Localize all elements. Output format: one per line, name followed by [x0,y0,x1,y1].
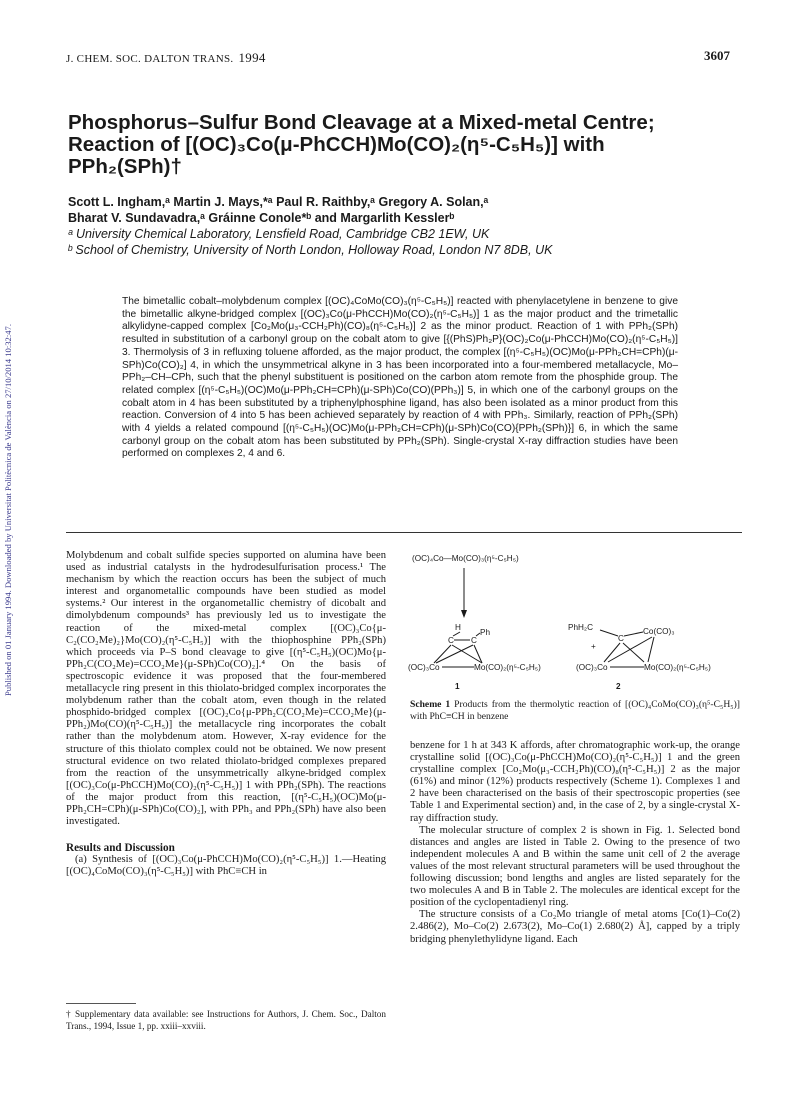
right-column [410,740,740,946]
scheme-caption [410,699,740,722]
reactant-label: (OC)₄Co—Mo(CO)₃(η⁵-C₅H₅) [412,554,519,563]
abstract: The bimetallic cobalt–molybdenum complex [(OC)₄CoMo(CO)₃(η⁵-C₅H₅)] reacted with phenylacetylene in benzene to give the bimetallic alkyne-bridged complex [(OC)₃Co(μ-PhCCH)Mo(CO)₂(η⁵-C₅H₅)] 1 as the major product and the trimetallic alkylidyne-capped complex [Co₂Mo(μ₃-CCH₂Ph)(CO)₈(η⁵-C₅H₅)] 2 as the minor product. Reaction of 1 with PPh₂(SPh) resulted in substitution of a carbonyl group on the cobalt atom to give [{(PhS)Ph₂P}(OC)₂Co(μ-PhCCH)Mo(CO)₂(η⁵-C₅H₅)] 3. Thermolysis of 3 in refluxing toluene afforded, as the major product, the complex [(η⁵-C₅H₅)(OC)Mo(μ-PPh₂CH=CPh)(μ-SPh)Co(CO)₂] 4, in which the unsymmetrical alkyne in 3 has been incorporated into a four-membered metallacycle, Mo–PPh₂–CH–CPh, such that the phenyl substituent is positioned on the carbon atom remote from the phosphide group. The related complex [(η⁵-C₅H₅)(OC)Mo(μ-PPh₂CH=CPh)(μ-SPh)Co(CO)(PPh₃)] 5, in which one of the carbonyl groups on the cobalt atom in 4 has been substituted by a triphenylphosphine ligand, has also been isolated as a minor product from this reaction. Conversion of 4 into 5 has been achieved separately by reaction of 4 with PPh₃. Similarly, reaction of PPh₂(SPh) with 4 yields a related compound [(η⁵-C₅H₅)(OC)Mo(μ-PPh₂CH=CPh)(μ-SPh)Co(CO){PPh₂(SPh)}] 6, in which the same carbonyl group on the cobalt atom has been substituted by PPh₂(SPh). Single-crystal X-ray diffraction studies have been performed on complexes 2, 4 and 6. [122,296,678,460]
p1-ph-label: Ph [480,628,491,637]
right-paragraph-2: The molecular structure of complex 2 is shown in Fig. 1. Selected bond distances and angles are listed in Table 2. Owing to the presence of two independent molecules A and B within the same unit cell of 2 the average values of the most relevant structural parameters will be used throughout the following discussion; bond lengths and angles are listed separately for the two molecules A and B in Table 2. The molecules are identical except for the position of the cyclopentadienyl ring. [410,824,740,909]
scheme-1-diagram [408,548,744,698]
intro-paragraph: Molybdenum and cobalt sulfide species supported on alumina have been used as industrial catalysts in the hydrodesulfurisation process.¹ The mechanism by which the reaction occurs has been the subject of much interest and organometallic compounds have been studied as model systems.² Our interest in the organometallic chemistry of dicobalt and dimolybdenum compounds³ has previously led us to investigate the reaction of the mixed-metal complex [(OC)₃Co{μ-C₂(CO₂Me)₂}Mo(CO)₂(η⁵-C₅H₅)] with the thiophosphine PPh₂(SPh) which proceeds via P–S bond cleavage to give [(η⁵-C₅H₅)(OC)Mo{μ-PPh₂C(CO₂Me)=CCO₂Me}(μ-SPh)Co(CO)₂].⁴ On the basis of spectroscopic evidence it was proposed that the four-membered metallacycle ring present in this thiolato-bridged complex incorporates the molybdenum rather than the cobalt atom, even though in the related phosphido-bridged complex [(OC)₂Co{μ-PPh₂C(CO₂Me)=CCO₂Me}(μ-PPh₂)Mo(CO)(η⁵-C₅H₅)] the metallacycle ring incorporates the cobalt rather than the molybdenum atom. However, X-ray evidence for the structure of this thiolato complex could not be obtained. We now present structural evidence on two related thiolato-bridged complexes prepared from the reaction of the unsymmetrically alkyne-bridged complex [(OC)₃Co(μ-PhCCH)Mo(CO)₂(η⁵-C₅H₅)] 1 with PPh₂(SPh). The reactions of the major product from this reaction, [(η⁵-C₅H₅)(OC)Mo(μ-PPh₂CH=CPh)(μ-SPh)Co(CO)₂], with PPh₃ and PPh₂(SPh) have also been investigated. [66,550,386,828]
p1-number: 1 [455,682,460,691]
p2-cotop-label: Co(CO)₃ [643,627,675,636]
authors-line-1: Scott L. Ingham,ᵃ Martin J. Mays,*ᵃ Paul R. Raithby,ᵃ Gregory A. Solan,ᵃ [68,195,489,209]
scheme-caption-label: Scheme 1 [410,699,451,710]
right-paragraph-3: The structure consists of a Co₂Mo triangle of metal atoms [Co(1)–Co(2) 2.486(2), Mo–Co(2) 2.673(2), Mo–Co(1) 2.680(2) Å], capped by a triply bridging phenylethylidyne ligand. Each [410,909,740,945]
journal-name: J. CHEM. SOC. DALTON TRANS. [66,53,234,65]
p1-mo-label: Mo(CO)₂(η⁵-C₅H₅) [474,663,541,672]
footnote-rule [66,1003,136,1004]
p1-co-label: (OC)₃Co [408,663,440,672]
section-heading: Results and Discussion [66,842,175,855]
p1-ch-bond [453,632,460,636]
affiliation-a: ᵃ University Chemical Laboratory, Lensfield Road, Cambridge CB2 1EW, UK [68,227,490,241]
download-notice [1,190,15,830]
title-line-1: Phosphorus–Sulfur Bond Cleavage at a Mixed-metal Centre; [68,111,655,134]
left-column [66,550,386,878]
p2-cco-bond [604,643,620,662]
download-notice-text: Published on 01 January 1994. Downloaded by Universitat Politècnica de València on 27/10/2014 10:32:47. [3,324,13,696]
p2-ccotop-bond [624,632,643,636]
affiliation-b: ᵇ School of Chemistry, University of North London, Holloway Road, London N7 8DB, UK [68,243,553,257]
article-title [68,112,748,178]
right-paragraph-1: benzene for 1 h at 343 K affords, after chromatographic work-up, the orange crystalline solid [(OC)₃Co(μ-PhCCH)Mo(CO)₂(η⁵-C₅H₅)] 1 and the green crystalline complex [Co₂Mo(μ₃-CCH₂Ph)(CO)₈(η⁵-C₅H₅)] 2 as the major (61%) and minor (12%) products respectively (Scheme 1). Complexes 1 and 2 have been characterised on the basis of their spectroscopic properties (see Table 1 and Experimental section) and, in the case of 2, by a single-crystal X-ray diffraction study. [410,740,740,824]
journal-year: 1994 [238,50,266,65]
p2-c-label: C [618,634,624,643]
reaction-arrowhead [461,610,467,618]
p2-cmo-bond [623,643,644,662]
authors-line-2: Bharat V. Sundavadra,ᵃ Gráinne Conole*ᵇ and Margarlith Kesslerᵇ [68,211,455,225]
abstract-divider [66,532,742,533]
title-line-2: Reaction of [(OC)₃Co(μ-PhCCH)Mo(CO)₂(η⁵-C₅H₅)] with [68,133,605,156]
p2-mo-label: Mo(CO)₂(η⁵-C₅H₅) [644,663,711,672]
p1-c2-label: C [471,636,477,645]
plus-sign: + [591,642,596,651]
p2-co-label: (OC)₃Co [576,663,608,672]
p2-ch2-label: PhH₂C [568,623,594,632]
footnote: † Supplementary data available: see Instructions for Authors, J. Chem. Soc., Dalton Trans., 1994, Issue 1, pp. xxiii–xxviii. [66,1009,386,1031]
running-header [66,50,266,66]
p2-cotopmo-bond [648,637,654,662]
p2-number: 2 [616,682,621,691]
p1-h-label: H [455,623,461,632]
p1-c1-label: C [448,636,454,645]
title-line-3: PPh₂(SPh)† [68,155,182,178]
p2-ch2c-bond [600,630,618,636]
subsection-paragraph: (a) Synthesis of [(OC)₃Co(μ-PhCCH)Mo(CO)₂(η⁵-C₅H₅)] 1.—Heating [(OC)₄CoMo(CO)₃(η⁵-C₅H₅)] with PhC≡CH in [66,854,386,878]
page-number: 3607 [704,48,730,63]
affiliations [68,226,748,258]
scheme-caption-text: Products from the thermolytic reaction of [(OC)₄CoMo(CO)₃(η⁵-C₅H₅)] with PhC≡CH in benzene [410,699,740,722]
author-list [68,194,748,226]
